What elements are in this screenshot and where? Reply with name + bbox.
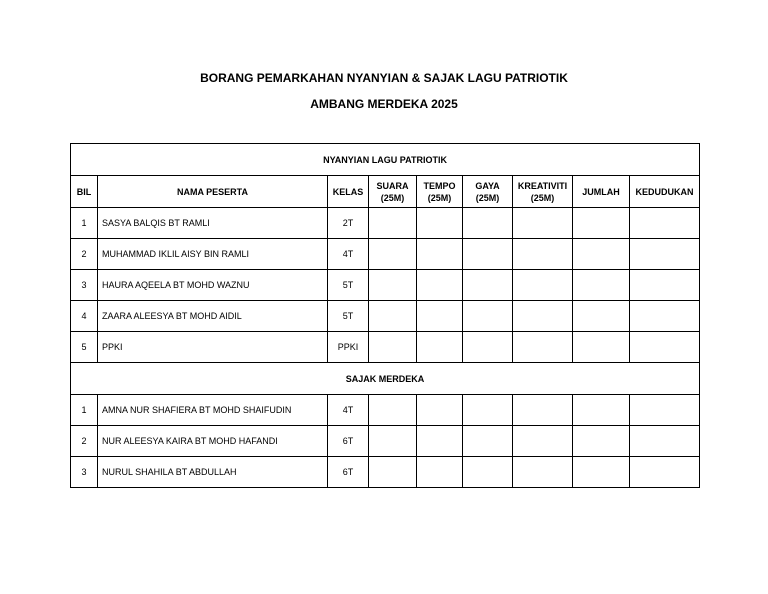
header-suara-marks: (25M) (380, 192, 405, 203)
header-tempo-label: TEMPO (423, 180, 456, 191)
header-tempo-marks: (25M) (427, 192, 452, 203)
cell-nama-peserta: SASYA BALQIS BT RAMLI (98, 208, 328, 239)
score-table (70, 143, 700, 488)
cell-suara[interactable] (369, 426, 417, 457)
cell-jumlah[interactable] (573, 395, 630, 426)
cell-tempo[interactable] (417, 208, 463, 239)
header-suara-label: SUARA (376, 180, 409, 191)
cell-jumlah[interactable] (573, 332, 630, 363)
header-gaya-marks: (25M) (475, 192, 500, 203)
cell-jumlah[interactable] (573, 239, 630, 270)
cell-kreativiti[interactable] (513, 301, 573, 332)
header-kelas: KELAS (328, 176, 369, 208)
cell-kedudukan[interactable] (630, 395, 700, 426)
cell-bil: 1 (71, 208, 98, 239)
cell-suara[interactable] (369, 208, 417, 239)
cell-suara[interactable] (369, 301, 417, 332)
cell-gaya[interactable] (463, 426, 513, 457)
cell-nama-peserta: PPKI (98, 332, 328, 363)
cell-gaya[interactable] (463, 208, 513, 239)
table-row (71, 395, 700, 426)
section-title-row (71, 144, 700, 176)
cell-kelas: 2T (328, 208, 369, 239)
cell-bil: 4 (71, 301, 98, 332)
cell-bil: 3 (71, 457, 98, 488)
document-title: BORANG PEMARKAHAN NYANYIAN & SAJAK LAGU PATRIOTIK (200, 71, 568, 85)
cell-gaya[interactable] (463, 239, 513, 270)
header-jumlah: JUMLAH (573, 176, 630, 208)
cell-kreativiti[interactable] (513, 239, 573, 270)
cell-tempo[interactable] (417, 457, 463, 488)
cell-kedudukan[interactable] (630, 457, 700, 488)
cell-jumlah[interactable] (573, 426, 630, 457)
cell-kedudukan[interactable] (630, 301, 700, 332)
cell-kedudukan[interactable] (630, 426, 700, 457)
section-title-row (71, 363, 700, 395)
header-gaya (463, 176, 513, 208)
cell-bil: 5 (71, 332, 98, 363)
cell-tempo[interactable] (417, 332, 463, 363)
header-gaya-label: GAYA (475, 180, 500, 191)
cell-tempo[interactable] (417, 301, 463, 332)
header-bil: BIL (71, 176, 98, 208)
header-suara (369, 176, 417, 208)
cell-kreativiti[interactable] (513, 332, 573, 363)
section-title: NYANYIAN LAGU PATRIOTIK (71, 144, 700, 176)
cell-kreativiti[interactable] (513, 270, 573, 301)
cell-kedudukan[interactable] (630, 208, 700, 239)
cell-nama-peserta: HAURA AQEELA BT MOHD WAZNU (98, 270, 328, 301)
cell-tempo[interactable] (417, 426, 463, 457)
cell-kedudukan[interactable] (630, 270, 700, 301)
table-row (71, 301, 700, 332)
header-kreativiti-label: KREATIVITI (517, 180, 568, 191)
cell-nama-peserta: AMNA NUR SHAFIERA BT MOHD SHAIFUDIN (98, 395, 328, 426)
cell-nama-peserta: NUR ALEESYA KAIRA BT MOHD HAFANDI (98, 426, 328, 457)
cell-tempo[interactable] (417, 270, 463, 301)
cell-jumlah[interactable] (573, 457, 630, 488)
header-nama-peserta: NAMA PESERTA (98, 176, 328, 208)
cell-suara[interactable] (369, 332, 417, 363)
cell-kreativiti[interactable] (513, 208, 573, 239)
table-row (71, 332, 700, 363)
table-row (71, 239, 700, 270)
cell-kreativiti[interactable] (513, 457, 573, 488)
cell-suara[interactable] (369, 239, 417, 270)
cell-kelas: 4T (328, 239, 369, 270)
cell-kelas: 4T (328, 395, 369, 426)
cell-bil: 2 (71, 239, 98, 270)
cell-kelas: PPKI (328, 332, 369, 363)
table-header-row (71, 176, 700, 208)
header-kreativiti-marks: (25M) (530, 192, 555, 203)
cell-jumlah[interactable] (573, 301, 630, 332)
cell-kelas: 6T (328, 457, 369, 488)
header-kedudukan: KEDUDUKAN (630, 176, 700, 208)
cell-nama-peserta: NURUL SHAHILA BT ABDULLAH (98, 457, 328, 488)
cell-nama-peserta: ZAARA ALEESYA BT MOHD AIDIL (98, 301, 328, 332)
cell-kreativiti[interactable] (513, 426, 573, 457)
cell-gaya[interactable] (463, 457, 513, 488)
cell-kedudukan[interactable] (630, 332, 700, 363)
table-row (71, 270, 700, 301)
table-row (71, 426, 700, 457)
cell-kelas: 6T (328, 426, 369, 457)
cell-nama-peserta: MUHAMMAD IKLIL AISY BIN RAMLI (98, 239, 328, 270)
cell-gaya[interactable] (463, 395, 513, 426)
cell-tempo[interactable] (417, 239, 463, 270)
cell-gaya[interactable] (463, 332, 513, 363)
cell-jumlah[interactable] (573, 208, 630, 239)
table-row (71, 457, 700, 488)
cell-kelas: 5T (328, 270, 369, 301)
cell-gaya[interactable] (463, 270, 513, 301)
cell-kreativiti[interactable] (513, 395, 573, 426)
header-kreativiti (513, 176, 573, 208)
cell-bil: 2 (71, 426, 98, 457)
cell-bil: 1 (71, 395, 98, 426)
cell-suara[interactable] (369, 270, 417, 301)
cell-gaya[interactable] (463, 301, 513, 332)
document-subtitle: AMBANG MERDEKA 2025 (310, 97, 458, 111)
table-row (71, 208, 700, 239)
cell-suara[interactable] (369, 395, 417, 426)
cell-jumlah[interactable] (573, 270, 630, 301)
section-title: SAJAK MERDEKA (71, 363, 700, 395)
cell-suara[interactable] (369, 457, 417, 488)
cell-kelas: 5T (328, 301, 369, 332)
cell-kedudukan[interactable] (630, 239, 700, 270)
cell-tempo[interactable] (417, 395, 463, 426)
cell-bil: 3 (71, 270, 98, 301)
header-tempo (417, 176, 463, 208)
